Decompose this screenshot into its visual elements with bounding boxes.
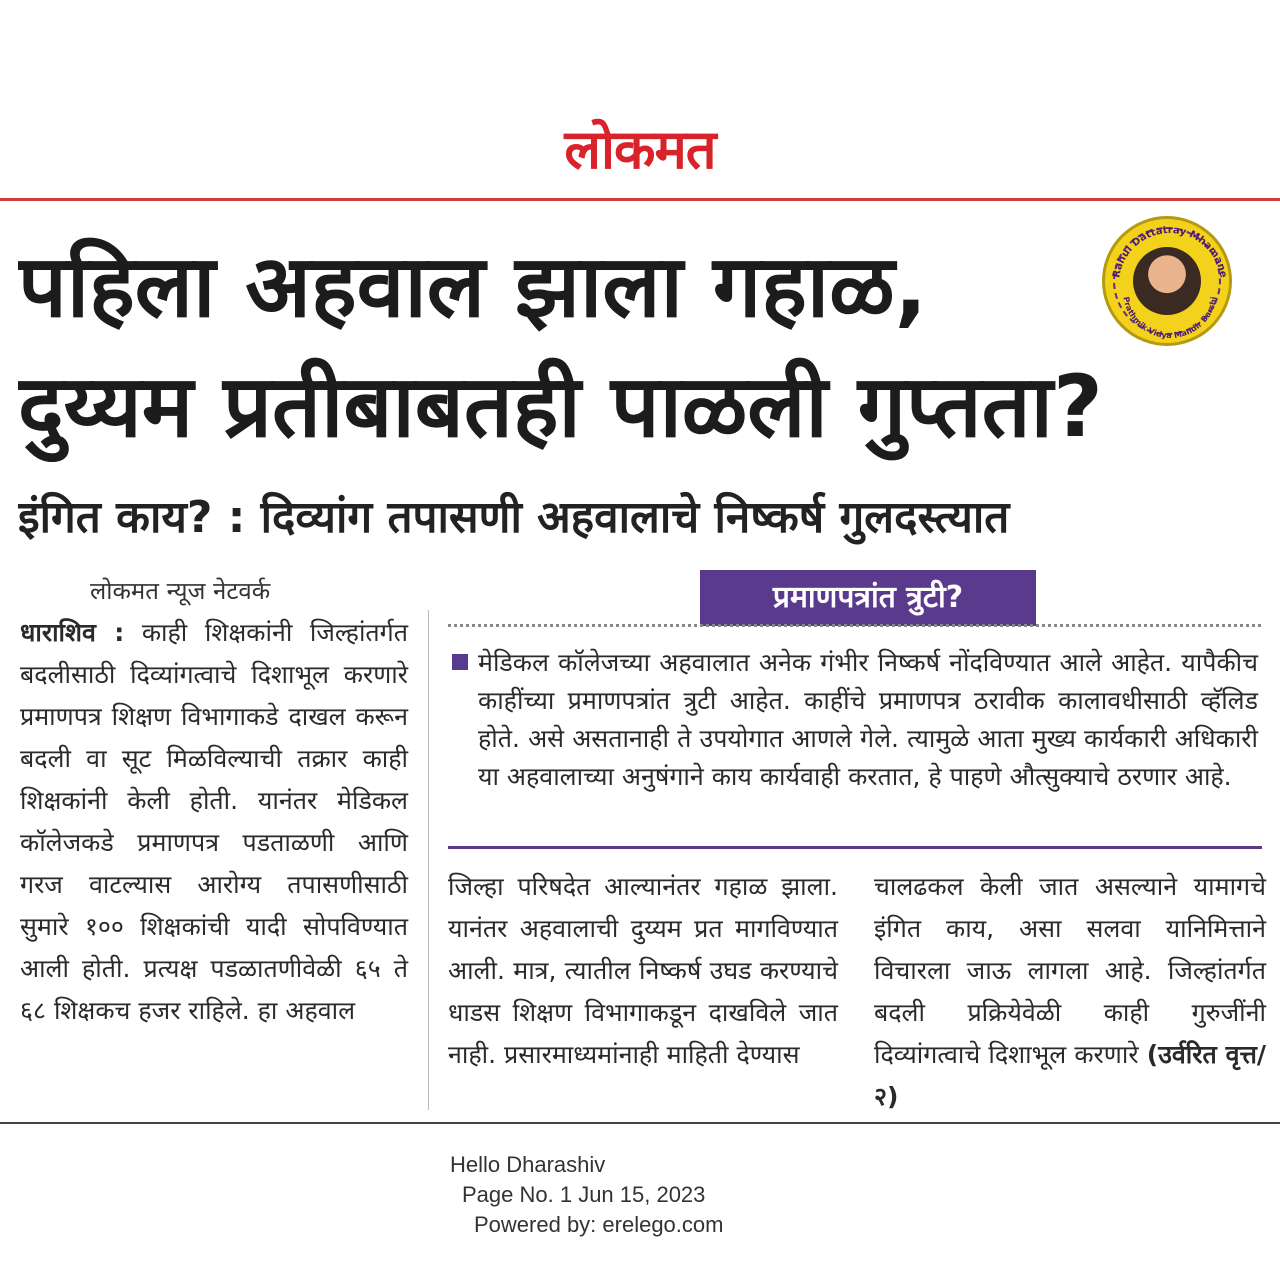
sidebar-box-title: प्रमाणपत्रांत त्रुटी?	[700, 570, 1036, 626]
dateline: धाराशिव :	[20, 618, 125, 647]
masthead-divider	[0, 198, 1280, 201]
footer-edition: Hello Dharashiv	[450, 1152, 606, 1177]
box-top-divider	[448, 624, 1262, 627]
masthead	[0, 110, 1280, 200]
headline-line-1: पहिला अहवाल झाला गहाळ,	[18, 237, 928, 337]
column-divider	[428, 610, 429, 1110]
article-column-2	[448, 866, 838, 1076]
footer-divider	[0, 1122, 1280, 1124]
profile-badge	[1102, 216, 1232, 346]
byline: लोकमत न्यूज नेटवर्क	[90, 577, 271, 605]
column-1-text: काही शिक्षकांनी जिल्हांतर्गत बदलीसाठी दिव्यांगत्वाचे दिशाभूल करणारे प्रमाणपत्र शिक्षण विभागाकडे दाखल करून बदली वा सूट मिळविल्याची तक्रार काही शिक्षकांनी केली होती. यानंतर मेडिकल कॉलेजकडे प्रमाणपत्र पडताळणी आणि गरज वाटल्यास आरोग्य तपासणीसाठी सुमारे १०० शिक्षकांची यादी सोपविण्यात आली होती. प्रत्यक्ष पडळातणीवेळी ६५ ते ६८ शिक्षकच हजर राहिले. हा अहवाल	[20, 618, 408, 1025]
footer-powered-by: Powered by: erelego.com	[474, 1212, 724, 1237]
svg-text:Prathmik Vidya Mandir Barshi	[1121, 296, 1218, 340]
square-bullet-icon	[452, 654, 468, 670]
badge-text-ring	[1105, 219, 1235, 349]
badge-outer-text: Rahul Dattatray Mhamane	[1111, 224, 1229, 279]
column-3-text: चालढकल केली जात असल्याने यामागचे इंगित काय, असा सलवा यानिमित्ताने विचारला जाऊ लागला आहे. जिल्हांतर्गत बदली प्रक्रियेवेळी काही गुरुजींनी दिव्यांगत्वाचे दिशाभूल करणारे	[874, 872, 1266, 1069]
headline-line-2: दुय्यम प्रतीबाबतही पाळली गुप्तता?	[18, 357, 1103, 457]
column-2-text: जिल्हा परिषदेत आल्यानंतर गहाळ झाला. यानंतर अहवालाची दुय्यम प्रत मागविण्यात आली. मात्र, त्यातील निष्कर्ष उघड करण्याचे धाडस शिक्षण विभागाकडून दाखविले जात नाही. प्रसारमाध्यमांनाही माहिती देण्यास	[448, 872, 838, 1069]
newspaper-logo: लोकमत	[564, 118, 716, 181]
continued-note: (उर्वरित वृत्त/२)	[874, 1040, 1266, 1111]
article-column-3	[874, 866, 1266, 1118]
badge-inner-text: Prathmik Vidya Mandir Barshi	[1121, 295, 1219, 341]
subheadline: इंगित काय? : दिव्यांग तपासणी अहवालाचे निष्कर्ष गुलदस्त्यात	[18, 492, 1010, 543]
page-footer	[450, 1150, 723, 1240]
sidebar-box-text: मेडिकल कॉलेजच्या अहवालात अनेक गंभीर निष्कर्ष नोंदविण्यात आले आहेत. यापैकीच काहींच्या प्रमाणपत्रांत त्रुटी आहेत. काहींचे प्रमाणपत्र ठरावीक कालावधीसाठी व्हॅलिड होते. असे असतानाही ते उपयोगात आणले गेले. त्यामुळे आता मुख्य कार्यकारी अधिकारी या अहवालाच्या अनुषंगाने काय कार्यवाही करतात, हे पाहणे औत्सुक्याचे ठरणार आहे.	[478, 648, 1258, 791]
article-column-1	[20, 612, 408, 1032]
box-bottom-divider	[448, 846, 1262, 849]
svg-text:Rahul Dattatray Mhamane	[1111, 225, 1228, 279]
footer-page-date: Page No. 1 Jun 15, 2023	[462, 1182, 706, 1207]
